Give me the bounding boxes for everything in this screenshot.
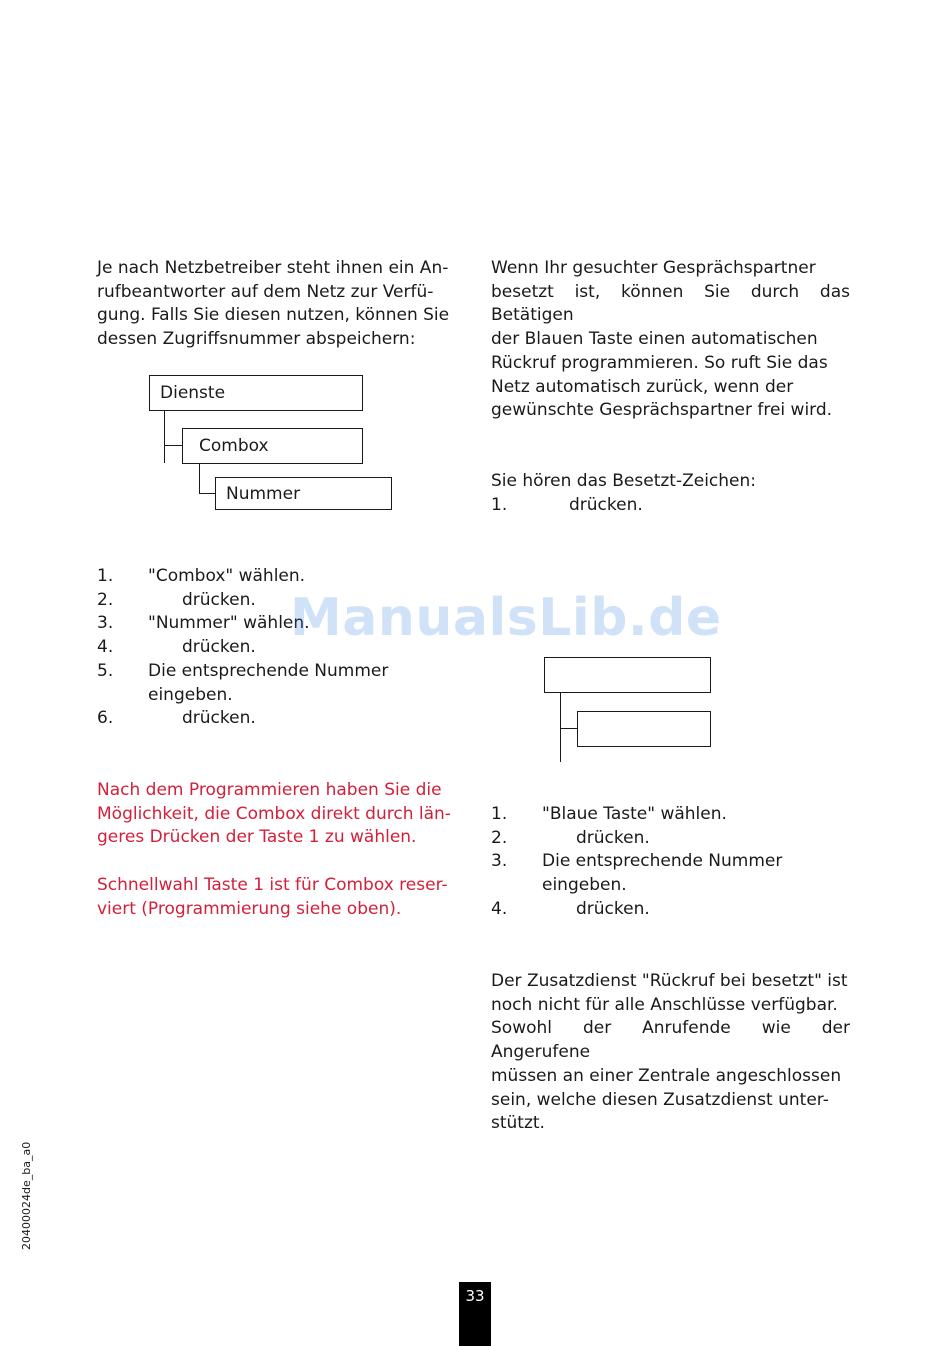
step-text-continued: eingeben. — [542, 875, 627, 896]
list-item — [97, 565, 459, 589]
step-number: 1. — [491, 494, 508, 515]
text-line: Nach dem Programmieren haben Sie die — [97, 780, 442, 800]
right-note-paragraph — [491, 970, 850, 1136]
menu-box-nummer: Nummer — [215, 477, 392, 510]
note-speed-dial — [97, 874, 459, 921]
step-text: drücken. — [182, 589, 256, 610]
step-number: 2. — [491, 827, 508, 848]
list-item — [491, 898, 850, 922]
tree-connector — [560, 728, 577, 729]
step-text: drücken. — [182, 708, 256, 729]
step-text: drücken. — [576, 898, 650, 919]
step-text: drücken. — [576, 827, 650, 848]
tree-connector — [164, 445, 182, 446]
step-number: 2. — [97, 589, 114, 610]
document-code: 20400024de_ba_a0 — [20, 1141, 33, 1250]
step-text: "Combox" wählen. — [148, 566, 306, 586]
right-steps-list — [491, 803, 850, 922]
text-line: sein, welche diesen Zusatzdienst unter- — [491, 1089, 829, 1110]
text-line: dessen Zugriffsnummer abspeichern: — [97, 329, 416, 350]
text-line: Schnellwahl Taste 1 ist für Combox reser- — [97, 875, 448, 895]
list-item — [97, 707, 459, 731]
text-line: Rückruf programmieren. So ruft Sie das — [491, 352, 828, 373]
text-line: rufbeantworter auf dem Netz zur Verfü- — [97, 281, 434, 302]
step-number: 5. — [97, 660, 114, 681]
left-intro-paragraph — [97, 257, 459, 352]
list-item — [491, 850, 850, 897]
text-line: Sowohl der Anrufende wie der Angerufene — [491, 1018, 850, 1063]
step-text: "Blaue Taste" wählen. — [542, 804, 727, 824]
text-line: Je nach Netzbetreiber steht ihnen ein An- — [97, 258, 449, 278]
tree-connector — [199, 464, 200, 494]
step-text: drücken. — [182, 637, 256, 658]
menu-box-empty — [577, 711, 711, 747]
text-line: noch nicht für alle Anschlüsse verfügbar. — [491, 994, 838, 1015]
text-line: der Blauen Taste einen automatischen — [491, 329, 818, 350]
list-item — [97, 660, 459, 707]
page-number: 33 — [459, 1282, 491, 1346]
step-text: Die entsprechende Nummer — [542, 851, 783, 872]
step-text-continued: eingeben. — [148, 684, 233, 705]
text-line: Der Zusatzdienst "Rückruf bei besetzt" ist — [491, 971, 848, 991]
text-line: besetzt ist, können Sie durch das Betätigen — [491, 281, 850, 326]
step-number: 6. — [97, 708, 114, 729]
menu-box-combox: Combox — [182, 428, 363, 464]
step-number: 1. — [491, 804, 508, 824]
tree-connector — [199, 493, 215, 494]
list-item — [491, 494, 850, 518]
step-text: "Nummer" wählen. — [148, 613, 310, 634]
list-item — [491, 803, 850, 827]
step-number: 3. — [491, 851, 508, 872]
text-line: müssen an einer Zentrale angeschlossen — [491, 1065, 842, 1086]
text-line: Netz automatisch zurück, wenn der — [491, 376, 794, 397]
note-combox-shortcut — [97, 779, 459, 850]
text-line: gewünschte Gesprächspartner frei wird. — [491, 400, 833, 421]
text-line: geres Drücken der Taste 1 zu wählen. — [97, 827, 417, 848]
busy-label: Sie hören das Besetzt-Zeichen: — [491, 471, 757, 491]
menu-box-empty — [544, 657, 711, 693]
step-number: 1. — [97, 566, 114, 586]
step-number: 4. — [97, 637, 114, 658]
text-line: viert (Programmierung siehe oben). — [97, 898, 402, 919]
tree-connector — [164, 411, 165, 463]
text-line: stützt. — [491, 1113, 545, 1134]
step-number: 3. — [97, 613, 114, 634]
step-text: drücken. — [569, 494, 643, 515]
text-line: Wenn Ihr gesuchter Gesprächspartner — [491, 258, 816, 278]
step-number: 4. — [491, 898, 508, 919]
text-line: gung. Falls Sie diesen nutzen, können Sie — [97, 305, 450, 326]
watermark: ManualsLib.de — [290, 588, 722, 648]
step-text: Die entsprechende Nummer — [148, 660, 389, 681]
list-item — [491, 827, 850, 851]
right-intro-paragraph — [491, 257, 850, 423]
menu-box-dienste: Dienste — [149, 375, 363, 411]
text-line: Möglichkeit, die Combox direkt durch län- — [97, 803, 451, 824]
busy-signal-block — [491, 470, 850, 517]
